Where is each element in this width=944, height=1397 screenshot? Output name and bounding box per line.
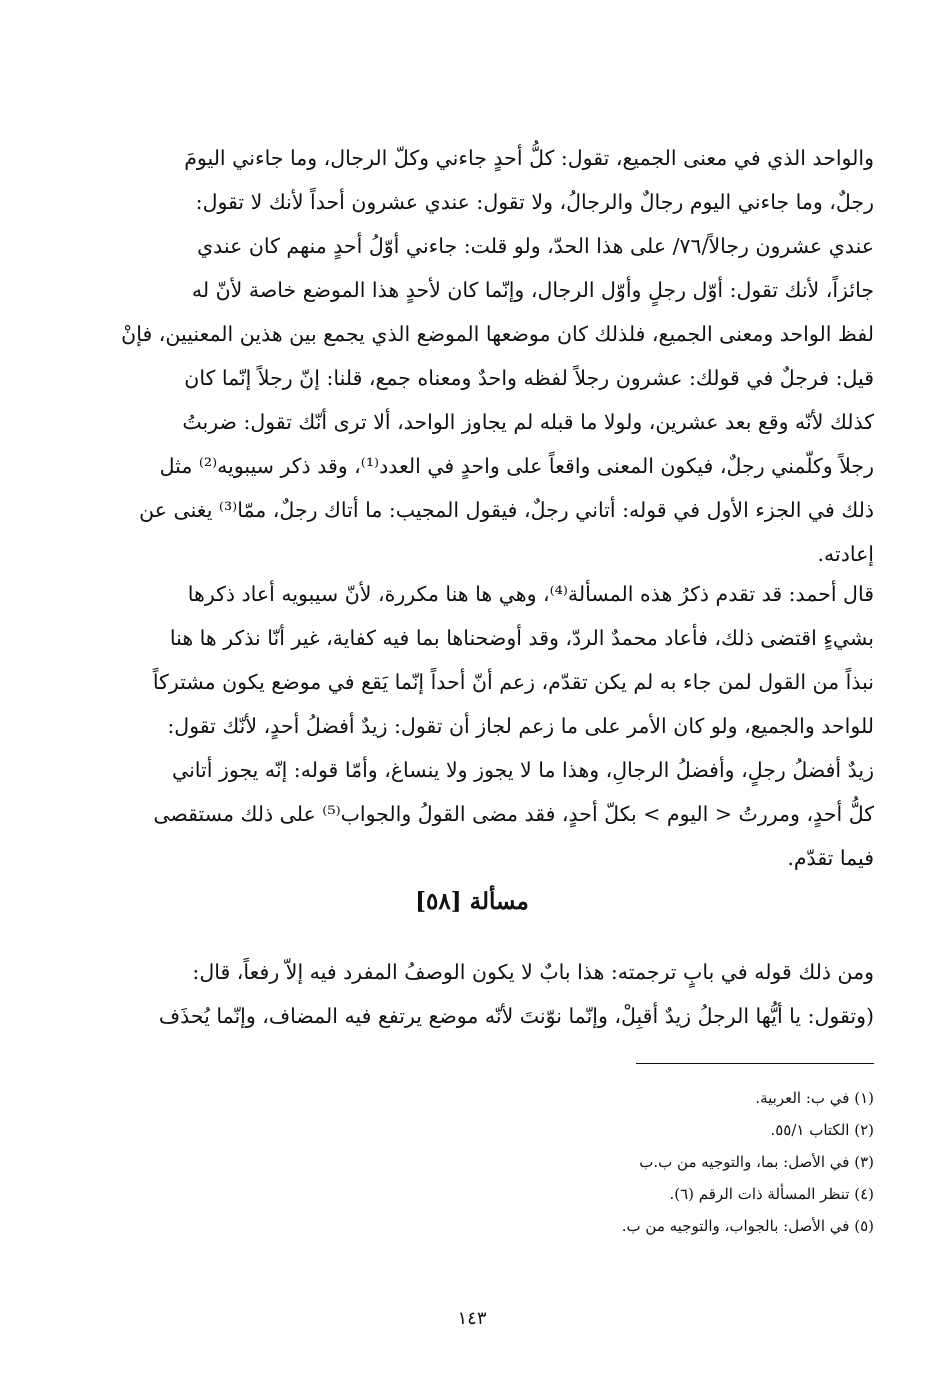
footnote: (٢) الكتاب ٥٥/١.	[770, 1121, 874, 1139]
text-line: ومن ذلك قوله في بابٍ ترجمته: هذا بابٌ لا يكون الوصفُ المفرد فيه إلاّ رفعاً، قال:	[192, 960, 874, 984]
page-number: ١٤٣	[457, 1308, 487, 1329]
footnote: (٤) تنظر المسألة ذات الرقم (٦).	[669, 1185, 874, 1203]
text-line: لفظ الواحد ومعنى الجميع، فلذلك كان موضعها الموضع الذي يجمع بين هذين المعنيين، فإنْ	[121, 322, 874, 346]
text-line: كذلك لأنّه وقع بعد عشرين، ولولا ما قبله لم يجاوز الواحد، ألا ترى أنّك تقول: ضربتُ	[182, 410, 874, 434]
text-line: زيدٌ أفضلُ رجلٍ، وأفضلُ الرجالِ، وهذا ما لا يجوز ولا ينساغ، وأمّا قوله: إنّه يجوز أتاني	[172, 758, 874, 782]
text-line: فيما تقدّم.	[787, 846, 874, 870]
paragraph-2	[100, 572, 874, 880]
text-line: عندي عشرون رجالاً/٧٦/ على هذا الحدّ، ولو قلت: جاءني أوّلُ أحدٍ منهم كان عندي	[197, 234, 874, 258]
text-line: نبذاً من القول لمن جاء به لم يكن تقدّم، زعم أنّ أحداً إنّما يَقع في موضع يكون مشتركاً	[152, 670, 874, 694]
text-line: رجلاً وكلّمني رجلٌ، فيكون المعنى واقعاً على واحدٍ في العدد⁽¹⁾، وقد ذكر سيبويه⁽²⁾ مثل	[159, 454, 874, 478]
text-line: بشيءٍ اقتضى ذلك، فأعاد محمدٌ الردّ، وقد أوضحناها بما فيه كفاية، غير أنّا نذكر ها هنا	[169, 626, 874, 650]
paragraph-3	[100, 950, 874, 1038]
footnote: (١) في ب: العربية.	[755, 1089, 874, 1107]
footnote: (٣) في الأصل: بما، والتوجيه من ب.ب	[639, 1153, 874, 1171]
text-line: جائزاً، لأنك تقول: أوّل رجلٍ وأوّل الرجال، وإنّما كان لأحدٍ هذا الموضع خاصة لأنّ له	[191, 278, 874, 302]
footnotes	[300, 1082, 874, 1242]
text-line: (وتقول: يا أيُّها الرجلُ زيدٌ أقبِلْ، وإنّما نوّنتَ لأنّه موضع يرتفع فيه المضاف، وإنّما يُحذَف	[158, 1004, 874, 1028]
footnote-separator	[636, 1063, 874, 1064]
text-line: قيل: فرجلٌ في قولك: عشرون رجلاً لفظه واحدٌ ومعناه جمع، قلنا: إنّ رجلاً إنّما كان	[184, 366, 874, 390]
section-heading: مسألة [٥٨]	[415, 888, 529, 915]
text-line: إعادته.	[817, 542, 874, 566]
text-line: قال أحمد: قد تقدم ذكرُ هذه المسألة⁽⁴⁾، وهي ها هنا مكررة، لأنّ سيبويه أعاد ذكرها	[187, 582, 874, 606]
text-line: ذلك في الجزء الأول في قوله: أتاني رجلٌ، فيقول المجيب: ما أتاك رجلٌ، ممّا⁽³⁾ يغنى عن	[139, 498, 874, 522]
text-line: للواحد والجميع، ولو كان الأمر على ما زعم لجاز أن تقول: زيدٌ أفضلُ أحدٍ، لأنّك تقول:	[167, 714, 874, 738]
paragraph-1	[100, 136, 874, 576]
footnote: (٥) في الأصل: بالجواب، والتوجيه من ب.	[621, 1217, 874, 1235]
text-line: رجلٌ، وما جاءني اليوم رجالٌ والرجالُ، ولا تقول: عندي عشرون أحداً لأنك لا تقول:	[195, 190, 874, 214]
text-line: والواحد الذي في معنى الجميع، تقول: كلُّ أحدٍ جاءني وكلّ الرجال، وما جاءني اليومَ	[184, 146, 874, 170]
text-line: كلُّ أحدٍ، ومررتُ < اليوم > بكلّ أحدٍ، فقد مضى القولُ والجواب⁽⁵⁾ على ذلك مستقصى	[153, 802, 874, 826]
